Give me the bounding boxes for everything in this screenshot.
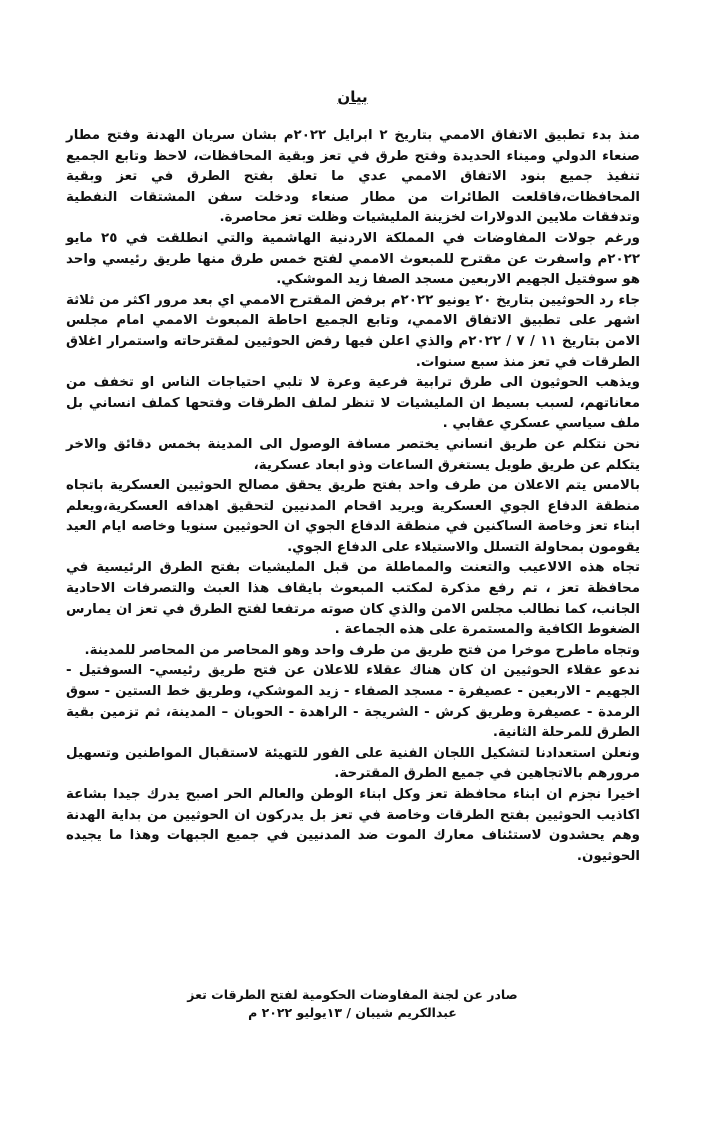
document-footer (0, 986, 705, 1022)
signatory-date-line: عبدالكريم شيبان / ١٣يوليو ٢٠٢٢ م (248, 1005, 457, 1020)
paragraph-10: ونعلن استعدادنا لتشكيل اللجان الفنية على الفور للتهيئة لاستقبال المواطنين وتسهيل مرورهم بالاتجاهين في جميع الطرق المقترحة. (66, 745, 640, 782)
paragraph-6: بالامس يتم الاعلان من طرف واحد بفتح طريق يحقق مصالح الحوثيين العسكرية باتجاه منطقة الدفاع الجوي العسكرية ويريد اقحام المدنيين لتحقيق اهدافه العسكرية،ويعلم ابناء تعز وخاصة الساكنين في منطقة الدفاع الجوي ان الحوثيين سنويا وخاصه ايام العيد يقومون بمحاولة التسلل والاستيلاء على الدفاع الجوي. (66, 478, 640, 555)
document-title: بيان (337, 88, 368, 106)
document-body (66, 126, 640, 867)
paragraph-3: جاء رد الحوثيين بتاريخ ٢٠ يونيو ٢٠٢٢م برفض المقترح الاممي اي بعد مرور اكثر من ثلاثة اشهر على تطبيق الاتفاق الاممي، وتابع الجميع احاطة المبعوث الاممي امام مجلس الامن بتاريخ ١١ / ٧ / ٢٠٢٢م والذي اعلن فيها رفض الحوثيين لمقترحاته واستمرار اغلاق الطرقات في تعز منذ سبع سنوات. (66, 292, 641, 370)
paragraph-7: تجاه هذه الالاعيب والتعنت والمماطلة من قبل المليشيات بفتح الطرق الرئيسية في محافظة تعز ، تم رفع مذكرة لمكتب المبعوث بايقاف هذا العبث والتصرفات الاحادية الجانب، كما نطالب مجلس الامن والذي كان صوته مرتفعا لفتح الطرق في تعز ان يمارس الضغوط الكافية والمستمرة على هذه الجماعة . (66, 560, 640, 638)
issuer-line: صادر عن لجنة المفاوضات الحكومية لفتح الطرقات تعز (187, 987, 518, 1002)
paragraph-1: منذ بدء تطبيق الاتفاق الاممي بتاريخ ٢ ابرايل ٢٠٢٢م بشان سريان الهدنة وفتح مطار صنعاء الدولي وميناء الحديدة وفتح طرق في تعز وبقية المحافظات، لاحظ وتابع الجميع تنفيذ جميع بنود الاتفاق الاممي عدي ما تعلق بفتح الطرق في تعز وبقية المحافظات،فاقلعت الطائرات من مطار صنعاء ودخلت سفن المشتقات النفطية وتدفقات ملايين الدولارات لخزينة المليشيات وظلت تعز محاصرة. (66, 128, 640, 226)
paragraph-11: اخيرا نجزم ان ابناء محافظة تعز وكل ابناء الوطن والعالم الحر اصبح يدرك جيدا بشاعة اكاذيب الحوثيين بفتح الطرقات وخاصة في تعز بل يدركون ان الحوثيين من بداية الهدنة وهم يحشدون لاستئناف معارك الموت ضد المدنيين في جميع الجبهات وهذا ما يجيده الحوثيون. (66, 787, 640, 864)
paragraph-4: ويذهب الحوثيون الى طرق ترابية فرعية وعرة لا تلبي احتياجات الناس او تخفف من معاناتهم، لسبب بسيط ان المليشيات لا تنظر لملف الطرقات وفتحها كملف انساني بل ملف سياسي عسكري عقابي . (66, 375, 640, 432)
paragraph-5: نحن نتكلم عن طريق انساني يختصر مسافة الوصول الى المدينة بخمس دقائق والاخر يتكلم عن طريق طويل يستغرق الساعات وذو ابعاد عسكرية، (66, 436, 640, 473)
paragraph-8: وتجاه ماطرح موخرا من فتح طريق من طرف واحد وهو المحاصر من المحاصر للمدينة. (84, 642, 640, 658)
paragraph-2: ورغم جولات المفاوضات في المملكة الاردنية الهاشمية والتي انطلقت في ٢٥ مايو ٢٠٢٢م واسفرت عن مقترح للمبعوث الاممي لفتح خمس طرق منها طريق رئيسي واحد هو سوفتيل الجهيم الاربعين مسجد الصفا زيد الموشكي. (66, 230, 640, 288)
paragraph-9: ندعو عقلاء الحوثيين ان كان هناك عقلاء للاعلان عن فتح طريق رئيسي- السوفتيل - الجهيم - الاربعين - عصيفرة - مسجد الصفاء - زيد الموشكي، وطريق خط الستين - سوق الرمدة - عصيفرة وطريق كرش - الشريجة - الراهدة - الحوبان – المدينة، ثم تزمين بقية الطرق للمرحلة الثانية. (66, 663, 640, 741)
